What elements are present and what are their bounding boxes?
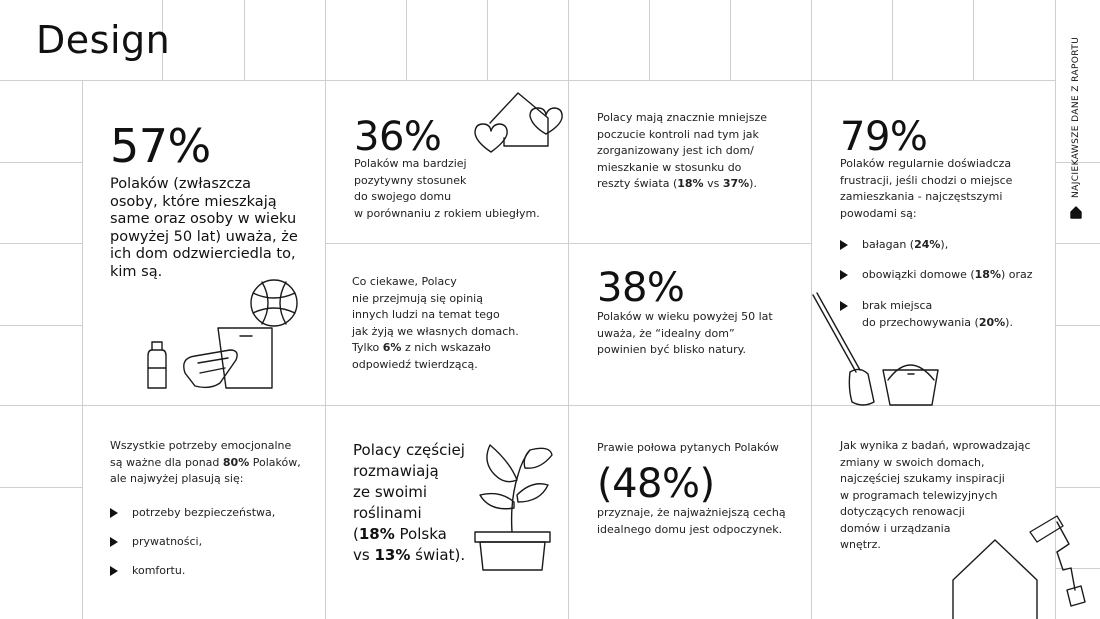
card-opinions xyxy=(352,274,519,373)
text-line: innych ludzi na temat tego xyxy=(352,308,500,321)
side-label: NAJCIEKAWSZE DANE Z RAPORTU xyxy=(1071,36,1081,198)
list-item xyxy=(840,268,1033,281)
text-line: rozmawiają xyxy=(353,462,439,480)
text-line: frustracji, jeśli chodzi o miejsce xyxy=(840,173,1013,187)
text-fragment: obowiązki domowe ( xyxy=(862,268,975,281)
text-fragment: do przechowywania ( xyxy=(862,315,979,329)
intro-48: Prawie połowa pytanych Polaków xyxy=(597,441,779,454)
text-line: poczucie kontroli nad tym jak xyxy=(597,127,759,141)
home-icon xyxy=(1070,206,1084,220)
stat-48: (48%) xyxy=(597,461,715,507)
text-fragment: ). xyxy=(1005,315,1013,329)
bullet-arrow-icon xyxy=(840,270,848,280)
text-line: brak miejsca xyxy=(862,299,933,312)
card-control xyxy=(597,110,767,193)
text-line: roślinami xyxy=(353,504,422,522)
text-line: nie przejmują się opinią xyxy=(352,291,483,305)
text-line: zamieszkania - najczęstszymi xyxy=(840,190,1003,203)
text-line: domów i urządzania xyxy=(840,521,951,535)
text-needs xyxy=(110,438,301,488)
stat-57: 57% xyxy=(110,119,211,173)
text-line: zorganizowany jest ich dom/ xyxy=(597,144,754,157)
text-line: pozytywny stosunek xyxy=(354,173,467,187)
list-item xyxy=(110,535,202,548)
text-fragment: vs xyxy=(703,177,723,190)
text-fragment: bałagan ( xyxy=(862,238,915,251)
text-line: idealnego domu jest odpoczynek. xyxy=(597,522,783,536)
text-line: w porównaniu z rokiem ubiegłym. xyxy=(354,206,540,220)
text-line: najczęściej szukamy inspiracji xyxy=(840,472,1005,485)
text-plants xyxy=(353,440,465,566)
bullet-arrow-icon xyxy=(110,537,118,547)
text-line: jak żyją we własnych domach. xyxy=(352,324,519,338)
list-item-text: komfortu. xyxy=(132,564,186,577)
list-item-text: prywatności, xyxy=(132,535,203,548)
text-fragment: ) oraz xyxy=(1001,268,1033,281)
text-fragment: są ważne dla ponad xyxy=(110,455,223,469)
text-fragment: Polska xyxy=(394,525,447,543)
house-hearts-icon xyxy=(470,88,565,163)
text-fragment: ). xyxy=(749,177,757,190)
text-line: zmiany w swoich domach, xyxy=(840,455,985,469)
text-fragment: reszty świata ( xyxy=(597,177,678,190)
text-36 xyxy=(354,156,540,222)
text-57: Polaków (zwłaszcza osoby, które mieszkają same oraz osoby w wieku powyżej 50 lat) uważa, że ich dom odzwierciedla to, kim są. xyxy=(110,176,298,280)
text-fragment: ), xyxy=(940,238,949,251)
text-fragment: Tylko xyxy=(352,341,383,354)
list-item xyxy=(110,506,275,519)
value-world: 13% xyxy=(374,546,411,564)
text-line: wnętrz. xyxy=(840,538,881,551)
text-line: Jak wynika z badań, wprowadzając xyxy=(840,439,1031,452)
text-line: powinien być blisko natury. xyxy=(597,343,747,356)
text-line: Wszystkie potrzeby emocjonalne xyxy=(110,439,292,452)
list-item xyxy=(840,238,948,251)
text-fragment: vs xyxy=(353,546,375,564)
text-line: Polaków regularnie doświadcza xyxy=(840,157,1012,170)
text-line xyxy=(597,176,767,193)
text-line xyxy=(352,340,519,357)
text-fragment: z nich wskazało xyxy=(401,341,491,354)
bullet-arrow-icon xyxy=(840,240,848,250)
text-48 xyxy=(597,505,786,538)
text-line: mieszkanie w stosunku do xyxy=(597,160,742,174)
text-line: dotyczących renowacji xyxy=(840,505,965,518)
cleaning-supplies-illustration xyxy=(140,278,300,393)
text-line: przyznaje, że najważniejszą cechą xyxy=(597,506,786,519)
text-line: Polaków w wieku powyżej 50 lat xyxy=(597,310,773,323)
stat-36: 36% xyxy=(354,114,442,160)
list-item-text: potrzeby bezpieczeństwa, xyxy=(132,506,276,519)
value-poland: 18% xyxy=(358,525,395,543)
list-item xyxy=(110,564,185,577)
bullet-arrow-icon xyxy=(110,508,118,518)
text-line xyxy=(110,455,301,472)
stat-79: 79% xyxy=(840,114,928,160)
text-line: Co ciekawe, Polacy xyxy=(352,275,457,288)
text-38 xyxy=(597,309,773,359)
value: 80% xyxy=(222,455,250,469)
text-line: w programach telewizyjnych xyxy=(840,488,998,502)
text-line: uważa, że “idealny dom” xyxy=(597,326,735,340)
house-paint-roller-illustration xyxy=(945,512,1055,619)
text-line: Polacy mają znacznie mniejsze xyxy=(597,111,768,124)
bullet-arrow-icon xyxy=(110,566,118,576)
value-world: 37% xyxy=(722,177,750,190)
text-line: ze swoimi xyxy=(353,483,428,501)
text-line xyxy=(353,545,465,566)
value: 18% xyxy=(974,268,1001,281)
text-line: odpowiedź twierdzącą. xyxy=(352,357,478,371)
potted-plant-illustration xyxy=(470,440,560,575)
text-fragment: Polaków, xyxy=(249,455,301,469)
text-line: ale najwyżej plasują się: xyxy=(110,472,244,485)
page-title: Design xyxy=(36,18,171,62)
text-line: powodami są: xyxy=(840,206,917,220)
value-poland: 18% xyxy=(677,177,704,190)
value: 6% xyxy=(382,341,402,354)
stat-38: 38% xyxy=(597,265,685,311)
text-line: do swojego domu xyxy=(354,190,452,203)
text-fragment: świat). xyxy=(410,546,466,564)
value: 20% xyxy=(978,315,1006,329)
text-79 xyxy=(840,156,1012,222)
text-fragment: ( xyxy=(353,525,359,543)
value: 24% xyxy=(914,238,941,251)
text-line: Polaków ma bardziej xyxy=(354,157,467,170)
text-line: Polacy częściej xyxy=(353,441,465,459)
text-line xyxy=(353,524,465,545)
broom-bucket-illustration xyxy=(808,290,948,410)
